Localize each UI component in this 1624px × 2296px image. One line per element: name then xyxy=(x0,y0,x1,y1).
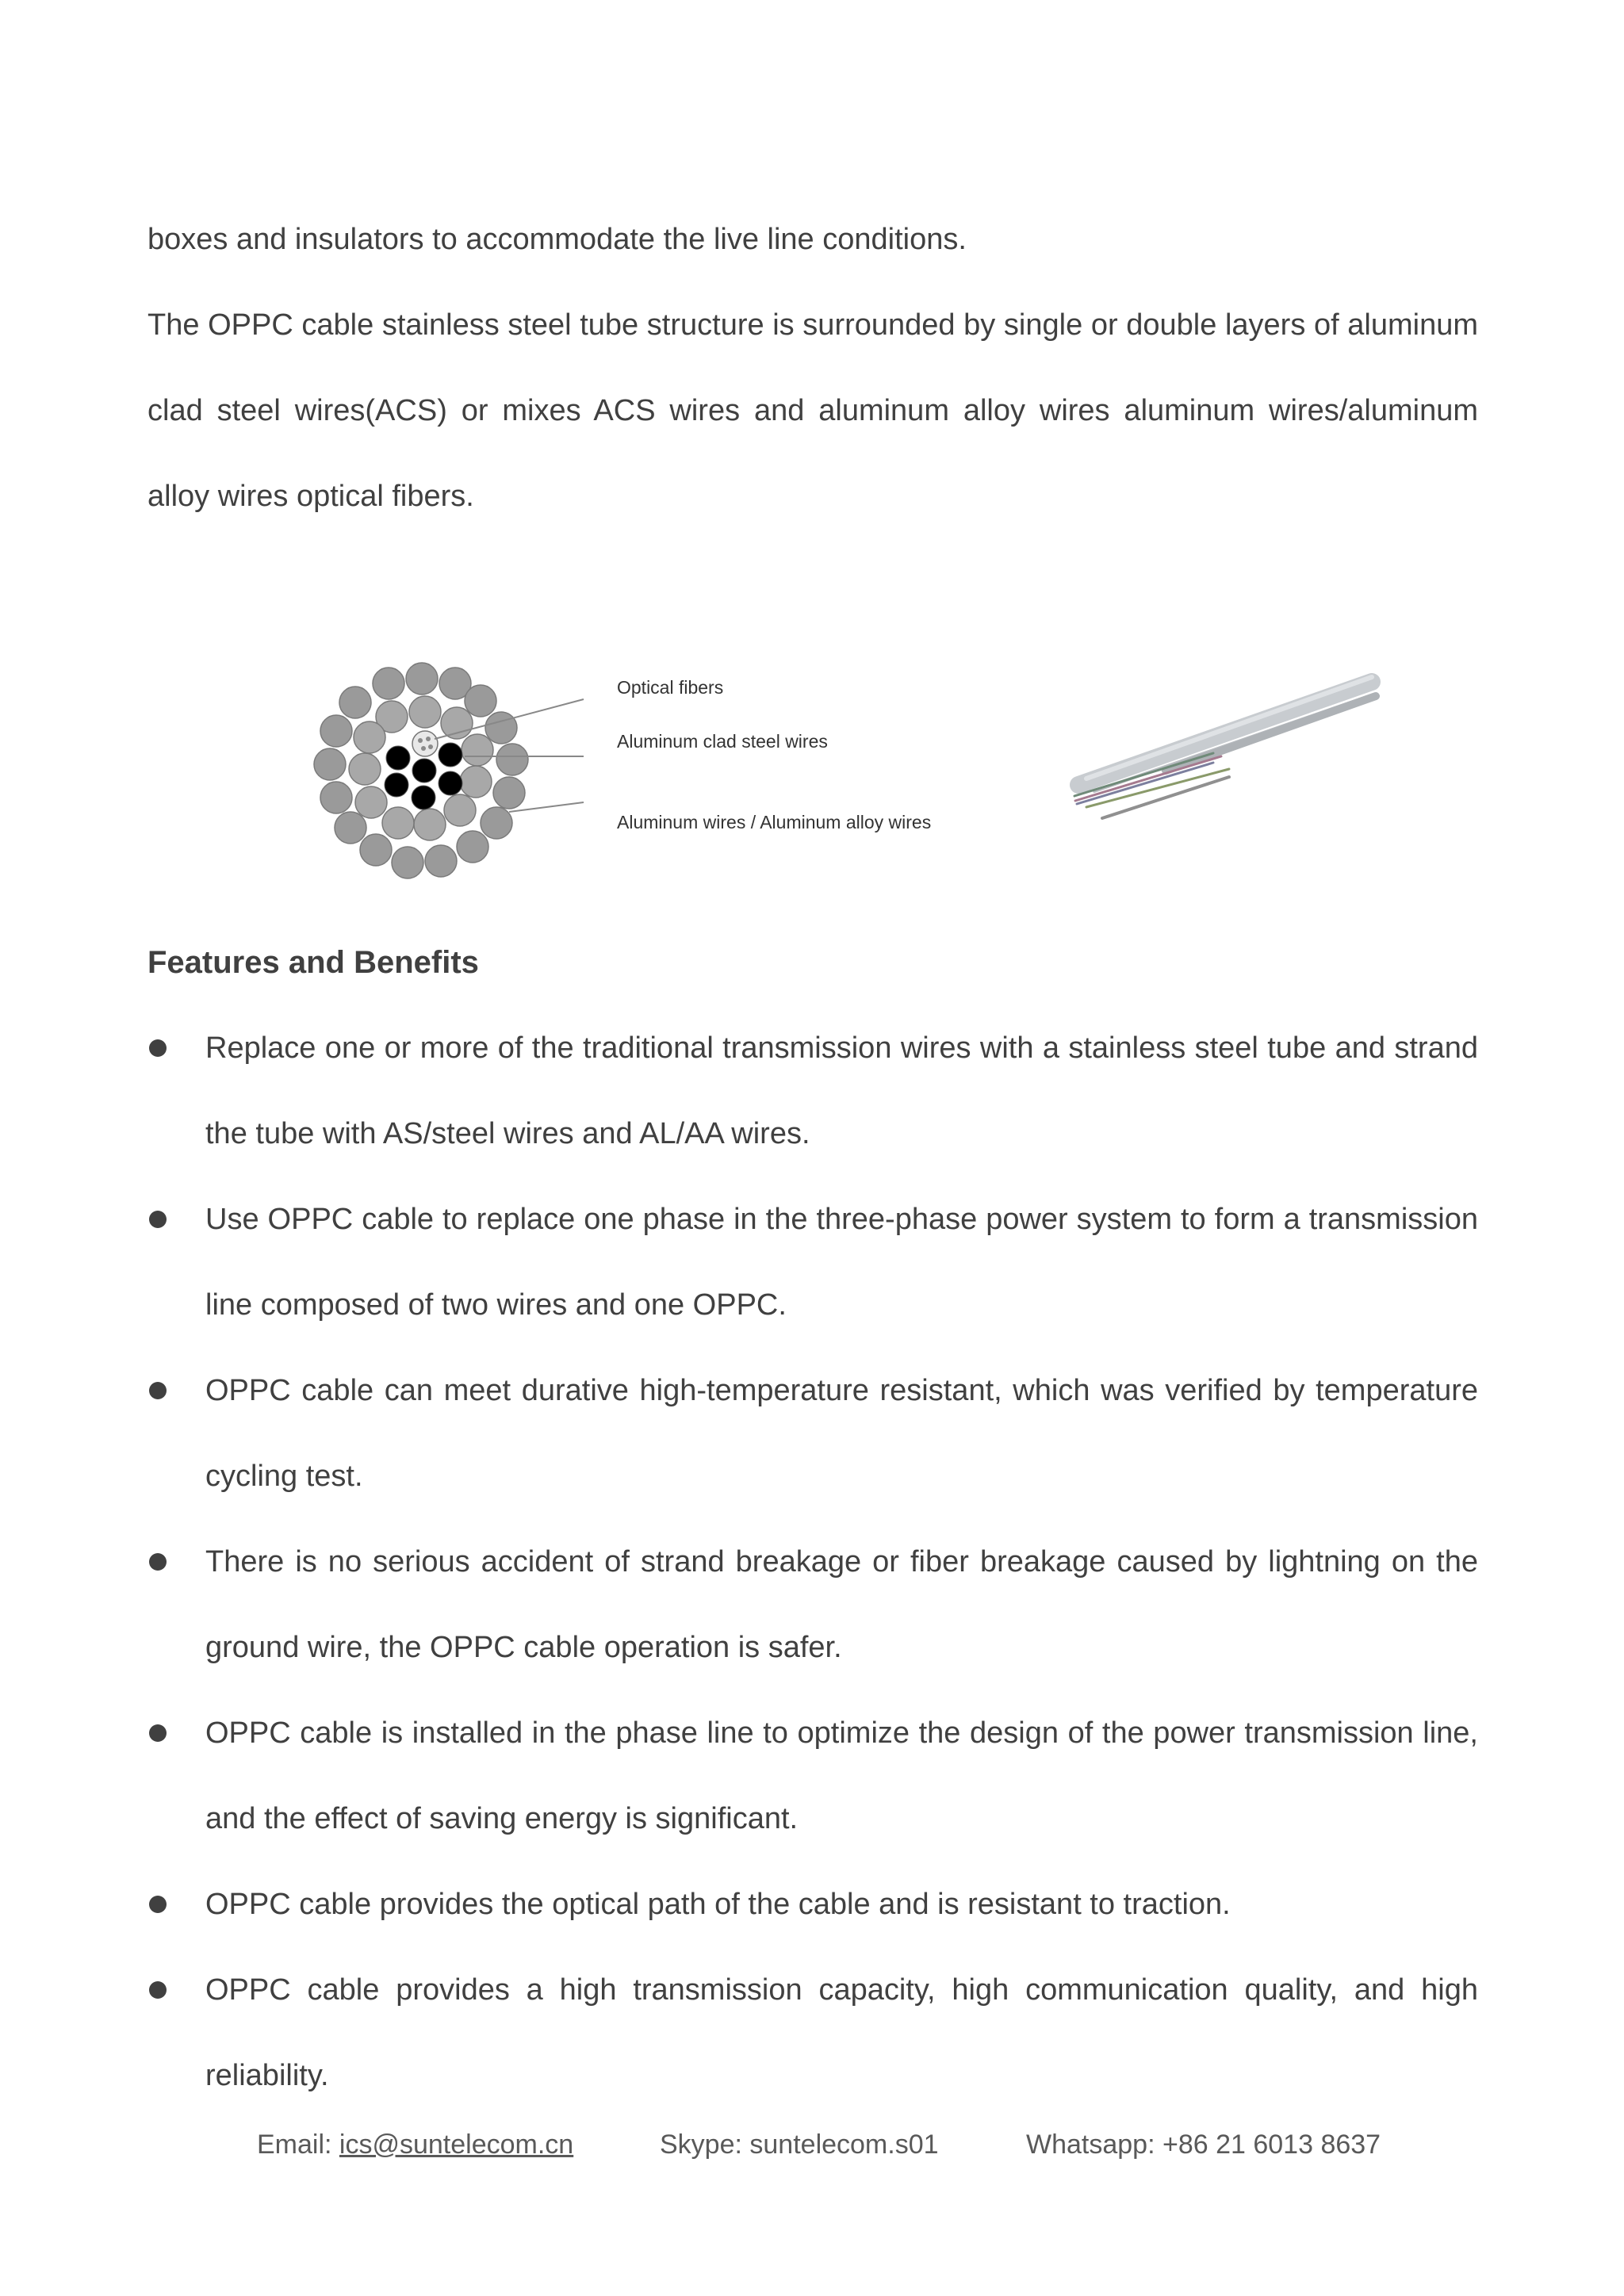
list-item xyxy=(147,1177,1478,1348)
list-item-text: OPPC cable provides a high transmission capacity, high communication quality, and high reliability. xyxy=(205,1973,1478,2092)
list-item-text: There is no serious accident of strand breakage or fiber breakage caused by lightning on the ground wire, the OPPC cable operation is safer. xyxy=(205,1545,1478,1664)
footer-whatsapp: Whatsapp: +86 21 6013 8637 xyxy=(1026,2130,1381,2160)
body-paragraph-2: The OPPC cable stainless steel tube structure is surrounded by single or double layers of aluminum clad steel wires(ACS) or mixes ACS wires and aluminum alloy wires aluminum wires/aluminum alloy wires optical fibers. xyxy=(147,308,1478,513)
list-item-text: OPPC cable can meet durative high-temperature resistant, which was verified by temperature cycling test. xyxy=(205,1374,1478,1493)
list-item xyxy=(147,1519,1478,1690)
footer-skype: Skype: suntelecom.s01 xyxy=(660,2130,939,2160)
list-item-text: Replace one or more of the traditional transmission wires with a stainless steel tube and strand the tube with AS/steel wires and AL/AA wires. xyxy=(205,1031,1478,1150)
oppc-cable-figure xyxy=(301,650,1411,888)
list-item xyxy=(147,1862,1478,1947)
bullet-icon xyxy=(149,1382,167,1399)
bullet-icon xyxy=(149,1896,167,1913)
list-item xyxy=(147,1348,1478,1519)
body-paragraph-1: boxes and insulators to accommodate the live line conditions. xyxy=(147,223,967,256)
bullet-icon xyxy=(149,1724,167,1742)
features-heading: Features and Benefits xyxy=(147,945,479,980)
list-item xyxy=(147,1690,1478,1862)
list-item-text: OPPC cable provides the optical path of the cable and is resistant to traction. xyxy=(205,1888,1231,1921)
cable-cross-section-diagram xyxy=(314,663,584,878)
list-item xyxy=(147,1947,1478,2118)
list-item-text: Use OPPC cable to replace one phase in the three-phase power system to form a transmission line composed of two wires and one OPPC. xyxy=(205,1203,1478,1322)
cable-side-view-image xyxy=(1074,677,1376,818)
bullet-icon xyxy=(149,1553,167,1571)
features-list xyxy=(147,1005,1478,2118)
bullet-icon xyxy=(149,1981,167,1999)
oppc-cable-diagram xyxy=(301,650,1411,888)
email-link[interactable]: ics@suntelecom.cn xyxy=(339,2130,574,2160)
footer-email xyxy=(257,2125,573,2164)
bullet-icon xyxy=(149,1211,167,1228)
list-item-text: OPPC cable is installed in the phase line to optimize the design of the power transmission line, and the effect of saving energy is significant. xyxy=(205,1716,1478,1835)
label-aluminum-clad-steel: Aluminum clad steel wires xyxy=(617,731,828,752)
label-aluminum-wires: Aluminum wires / Aluminum alloy wires xyxy=(617,812,932,832)
bullet-icon xyxy=(149,1039,167,1057)
label-optical-fibers: Optical fibers xyxy=(617,677,724,698)
list-item xyxy=(147,1005,1478,1177)
email-label: Email: xyxy=(257,2130,339,2160)
